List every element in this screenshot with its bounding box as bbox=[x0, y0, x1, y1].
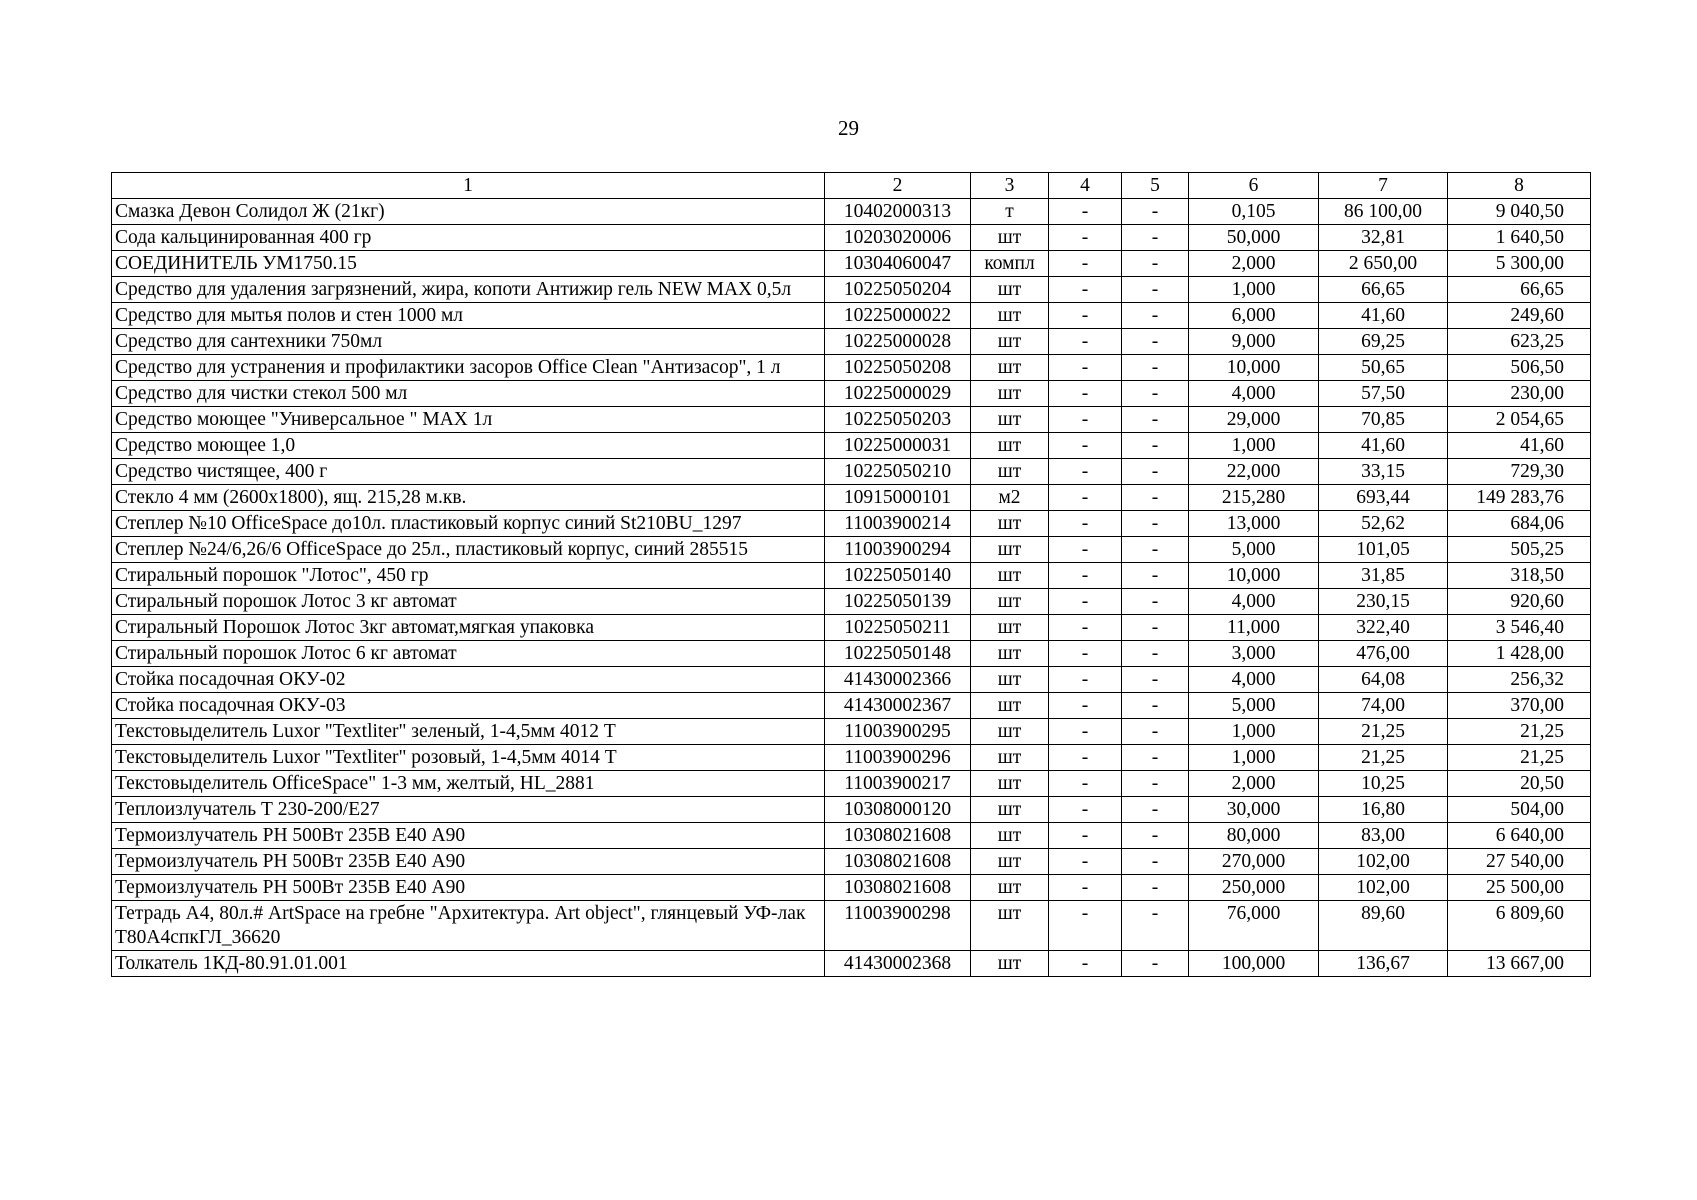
cell-amount: 623,25 bbox=[1448, 329, 1591, 355]
cell-item-code: 11003900217 bbox=[825, 771, 971, 797]
cell-quantity: 50,000 bbox=[1189, 225, 1319, 251]
cell-amount: 13 667,00 bbox=[1448, 951, 1591, 977]
table-row bbox=[112, 849, 1591, 875]
cell-unit: компл bbox=[971, 251, 1049, 277]
cell-unit: шт bbox=[971, 719, 1049, 745]
table-body bbox=[112, 199, 1591, 977]
cell-item-name: Смазка Девон Солидол Ж (21кг) bbox=[112, 199, 825, 225]
cell-item-code: 10225050211 bbox=[825, 615, 971, 641]
cell-col5: - bbox=[1122, 951, 1189, 977]
cell-quantity: 1,000 bbox=[1189, 719, 1319, 745]
column-header-8: 8 bbox=[1448, 173, 1591, 199]
cell-amount: 6 809,60 bbox=[1448, 901, 1591, 951]
cell-unit: шт bbox=[971, 433, 1049, 459]
cell-col5: - bbox=[1122, 719, 1189, 745]
table-row bbox=[112, 563, 1591, 589]
cell-col5: - bbox=[1122, 537, 1189, 563]
cell-quantity: 5,000 bbox=[1189, 693, 1319, 719]
cell-col4: - bbox=[1049, 745, 1122, 771]
cell-col4: - bbox=[1049, 589, 1122, 615]
cell-item-code: 10225000022 bbox=[825, 303, 971, 329]
cell-amount: 370,00 bbox=[1448, 693, 1591, 719]
cell-quantity: 1,000 bbox=[1189, 745, 1319, 771]
cell-col4: - bbox=[1049, 667, 1122, 693]
cell-quantity: 5,000 bbox=[1189, 537, 1319, 563]
cell-price: 31,85 bbox=[1319, 563, 1448, 589]
cell-amount: 149 283,76 bbox=[1448, 485, 1591, 511]
inventory-table bbox=[111, 172, 1591, 977]
table-row bbox=[112, 719, 1591, 745]
cell-col5: - bbox=[1122, 771, 1189, 797]
cell-item-name: Средство для чистки стекол 500 мл bbox=[112, 381, 825, 407]
table-row bbox=[112, 277, 1591, 303]
cell-unit: шт bbox=[971, 823, 1049, 849]
cell-item-name: Средство для сантехники 750мл bbox=[112, 329, 825, 355]
column-header-4: 4 bbox=[1049, 173, 1122, 199]
cell-item-name: СОЕДИНИТЕЛЬ УМ1750.15 bbox=[112, 251, 825, 277]
cell-col5: - bbox=[1122, 303, 1189, 329]
cell-unit: шт bbox=[971, 615, 1049, 641]
cell-item-name: Стекло 4 мм (2600х1800), ящ. 215,28 м.кв. bbox=[112, 485, 825, 511]
cell-col4: - bbox=[1049, 355, 1122, 381]
cell-col4: - bbox=[1049, 537, 1122, 563]
cell-amount: 1 428,00 bbox=[1448, 641, 1591, 667]
cell-item-name: Стиральный Порошок Лотос 3кг автомат,мягкая упаковка bbox=[112, 615, 825, 641]
header-row bbox=[112, 173, 1591, 199]
table-row bbox=[112, 537, 1591, 563]
cell-item-name: Средство чистящее, 400 г bbox=[112, 459, 825, 485]
cell-item-code: 41430002366 bbox=[825, 667, 971, 693]
cell-item-code: 10225050208 bbox=[825, 355, 971, 381]
column-header-6: 6 bbox=[1189, 173, 1319, 199]
cell-amount: 27 540,00 bbox=[1448, 849, 1591, 875]
cell-quantity: 29,000 bbox=[1189, 407, 1319, 433]
column-header-1: 1 bbox=[112, 173, 825, 199]
cell-quantity: 80,000 bbox=[1189, 823, 1319, 849]
table-row bbox=[112, 641, 1591, 667]
cell-item-code: 10308021608 bbox=[825, 823, 971, 849]
table-row bbox=[112, 225, 1591, 251]
cell-col5: - bbox=[1122, 797, 1189, 823]
cell-col4: - bbox=[1049, 277, 1122, 303]
cell-price: 89,60 bbox=[1319, 901, 1448, 951]
cell-unit: шт bbox=[971, 407, 1049, 433]
cell-col4: - bbox=[1049, 199, 1122, 225]
cell-unit: т bbox=[971, 199, 1049, 225]
cell-col4: - bbox=[1049, 407, 1122, 433]
table-row bbox=[112, 823, 1591, 849]
cell-quantity: 9,000 bbox=[1189, 329, 1319, 355]
cell-col4: - bbox=[1049, 433, 1122, 459]
cell-item-name: Тетрадь А4, 80л.# ArtSpace на гребне "Архитектура. Art object", глянцевый УФ-лак Т80А4спкГЛ_36620 bbox=[112, 901, 825, 951]
cell-price: 21,25 bbox=[1319, 719, 1448, 745]
cell-item-code: 10225050210 bbox=[825, 459, 971, 485]
cell-col4: - bbox=[1049, 251, 1122, 277]
cell-amount: 920,60 bbox=[1448, 589, 1591, 615]
cell-price: 64,08 bbox=[1319, 667, 1448, 693]
cell-price: 50,65 bbox=[1319, 355, 1448, 381]
cell-price: 83,00 bbox=[1319, 823, 1448, 849]
column-header-3: 3 bbox=[971, 173, 1049, 199]
table-row bbox=[112, 875, 1591, 901]
cell-price: 102,00 bbox=[1319, 849, 1448, 875]
table-row bbox=[112, 381, 1591, 407]
cell-unit: шт bbox=[971, 667, 1049, 693]
cell-col4: - bbox=[1049, 459, 1122, 485]
table-row bbox=[112, 951, 1591, 977]
cell-unit: шт bbox=[971, 225, 1049, 251]
cell-item-name: Стиральный порошок "Лотос", 450 гр bbox=[112, 563, 825, 589]
table-row bbox=[112, 797, 1591, 823]
cell-item-name: Сода кальцинированная 400 гр bbox=[112, 225, 825, 251]
cell-quantity: 3,000 bbox=[1189, 641, 1319, 667]
cell-amount: 506,50 bbox=[1448, 355, 1591, 381]
cell-quantity: 215,280 bbox=[1189, 485, 1319, 511]
cell-quantity: 4,000 bbox=[1189, 667, 1319, 693]
cell-item-name: Стойка посадочная ОКУ-03 bbox=[112, 693, 825, 719]
cell-amount: 249,60 bbox=[1448, 303, 1591, 329]
column-header-2: 2 bbox=[825, 173, 971, 199]
cell-price: 101,05 bbox=[1319, 537, 1448, 563]
table-row bbox=[112, 589, 1591, 615]
cell-quantity: 2,000 bbox=[1189, 771, 1319, 797]
cell-amount: 684,06 bbox=[1448, 511, 1591, 537]
cell-col5: - bbox=[1122, 407, 1189, 433]
cell-col4: - bbox=[1049, 849, 1122, 875]
cell-unit: шт bbox=[971, 771, 1049, 797]
cell-item-name: Текстовыделитель Luxor "Textliter" зеленый, 1-4,5мм 4012 T bbox=[112, 719, 825, 745]
cell-col5: - bbox=[1122, 381, 1189, 407]
cell-unit: шт bbox=[971, 459, 1049, 485]
cell-unit: шт bbox=[971, 277, 1049, 303]
cell-item-code: 10225000028 bbox=[825, 329, 971, 355]
cell-price: 230,15 bbox=[1319, 589, 1448, 615]
cell-quantity: 4,000 bbox=[1189, 589, 1319, 615]
cell-quantity: 270,000 bbox=[1189, 849, 1319, 875]
cell-price: 69,25 bbox=[1319, 329, 1448, 355]
cell-price: 57,50 bbox=[1319, 381, 1448, 407]
table-row bbox=[112, 745, 1591, 771]
cell-item-name: Стиральный порошок Лотос 6 кг автомат bbox=[112, 641, 825, 667]
cell-price: 136,67 bbox=[1319, 951, 1448, 977]
cell-item-code: 11003900214 bbox=[825, 511, 971, 537]
cell-price: 476,00 bbox=[1319, 641, 1448, 667]
cell-item-code: 10225000029 bbox=[825, 381, 971, 407]
cell-col5: - bbox=[1122, 901, 1189, 951]
cell-col5: - bbox=[1122, 329, 1189, 355]
table-row bbox=[112, 693, 1591, 719]
table-row bbox=[112, 303, 1591, 329]
table-row bbox=[112, 251, 1591, 277]
cell-quantity: 4,000 bbox=[1189, 381, 1319, 407]
cell-col4: - bbox=[1049, 615, 1122, 641]
table-row bbox=[112, 485, 1591, 511]
cell-item-code: 41430002367 bbox=[825, 693, 971, 719]
cell-item-code: 11003900294 bbox=[825, 537, 971, 563]
cell-item-code: 10225050139 bbox=[825, 589, 971, 615]
cell-item-name: Термоизлучатель РН 500Вт 235В Е40 А90 bbox=[112, 823, 825, 849]
cell-item-code: 10308021608 bbox=[825, 875, 971, 901]
cell-price: 322,40 bbox=[1319, 615, 1448, 641]
cell-amount: 21,25 bbox=[1448, 745, 1591, 771]
cell-quantity: 10,000 bbox=[1189, 355, 1319, 381]
cell-amount: 318,50 bbox=[1448, 563, 1591, 589]
cell-item-name: Степлер №10 OfficeSpace до10л. пластиковый корпус синий St210BU_1297 bbox=[112, 511, 825, 537]
cell-unit: шт bbox=[971, 797, 1049, 823]
cell-col4: - bbox=[1049, 693, 1122, 719]
cell-price: 52,62 bbox=[1319, 511, 1448, 537]
cell-col5: - bbox=[1122, 251, 1189, 277]
cell-price: 21,25 bbox=[1319, 745, 1448, 771]
column-header-5: 5 bbox=[1122, 173, 1189, 199]
cell-col4: - bbox=[1049, 303, 1122, 329]
cell-unit: шт bbox=[971, 381, 1049, 407]
cell-price: 16,80 bbox=[1319, 797, 1448, 823]
cell-item-name: Средство для мытья полов и стен 1000 мл bbox=[112, 303, 825, 329]
cell-item-name: Текстовыделитель OfficeSpace" 1-3 мм, желтый, HL_2881 bbox=[112, 771, 825, 797]
cell-col5: - bbox=[1122, 641, 1189, 667]
cell-unit: шт bbox=[971, 303, 1049, 329]
cell-item-name: Теплоизлучатель Т 230-200/Е27 bbox=[112, 797, 825, 823]
cell-item-code: 11003900296 bbox=[825, 745, 971, 771]
cell-col4: - bbox=[1049, 797, 1122, 823]
cell-col5: - bbox=[1122, 693, 1189, 719]
cell-item-code: 10304060047 bbox=[825, 251, 971, 277]
table-row bbox=[112, 901, 1591, 951]
table-row bbox=[112, 355, 1591, 381]
cell-quantity: 250,000 bbox=[1189, 875, 1319, 901]
cell-quantity: 6,000 bbox=[1189, 303, 1319, 329]
cell-quantity: 10,000 bbox=[1189, 563, 1319, 589]
cell-amount: 25 500,00 bbox=[1448, 875, 1591, 901]
cell-amount: 5 300,00 bbox=[1448, 251, 1591, 277]
cell-col5: - bbox=[1122, 485, 1189, 511]
cell-unit: м2 bbox=[971, 485, 1049, 511]
table-row bbox=[112, 667, 1591, 693]
cell-quantity: 0,105 bbox=[1189, 199, 1319, 225]
cell-col4: - bbox=[1049, 901, 1122, 951]
cell-price: 86 100,00 bbox=[1319, 199, 1448, 225]
cell-unit: шт bbox=[971, 329, 1049, 355]
cell-col5: - bbox=[1122, 277, 1189, 303]
cell-col5: - bbox=[1122, 459, 1189, 485]
cell-item-code: 10308021608 bbox=[825, 849, 971, 875]
cell-price: 66,65 bbox=[1319, 277, 1448, 303]
cell-col5: - bbox=[1122, 355, 1189, 381]
cell-quantity: 13,000 bbox=[1189, 511, 1319, 537]
cell-col4: - bbox=[1049, 641, 1122, 667]
table-row bbox=[112, 615, 1591, 641]
cell-unit: шт bbox=[971, 901, 1049, 951]
cell-unit: шт bbox=[971, 875, 1049, 901]
cell-col5: - bbox=[1122, 615, 1189, 641]
cell-item-name: Стойка посадочная ОКУ-02 bbox=[112, 667, 825, 693]
cell-unit: шт bbox=[971, 745, 1049, 771]
cell-col5: - bbox=[1122, 433, 1189, 459]
cell-col4: - bbox=[1049, 563, 1122, 589]
cell-amount: 2 054,65 bbox=[1448, 407, 1591, 433]
cell-unit: шт bbox=[971, 537, 1049, 563]
page-number: 29 bbox=[838, 116, 859, 140]
cell-item-name: Термоизлучатель РН 500Вт 235В Е40 А90 bbox=[112, 849, 825, 875]
cell-item-code: 10915000101 bbox=[825, 485, 971, 511]
cell-amount: 230,00 bbox=[1448, 381, 1591, 407]
cell-col4: - bbox=[1049, 485, 1122, 511]
cell-item-code: 10225050148 bbox=[825, 641, 971, 667]
cell-unit: шт bbox=[971, 693, 1049, 719]
cell-unit: шт bbox=[971, 563, 1049, 589]
cell-price: 693,44 bbox=[1319, 485, 1448, 511]
cell-col5: - bbox=[1122, 745, 1189, 771]
table-row bbox=[112, 433, 1591, 459]
cell-col4: - bbox=[1049, 381, 1122, 407]
cell-col4: - bbox=[1049, 511, 1122, 537]
table-row bbox=[112, 407, 1591, 433]
cell-price: 41,60 bbox=[1319, 433, 1448, 459]
cell-amount: 504,00 bbox=[1448, 797, 1591, 823]
cell-item-name: Текстовыделитель Luxor "Textliter" розовый, 1-4,5мм 4014 T bbox=[112, 745, 825, 771]
cell-quantity: 30,000 bbox=[1189, 797, 1319, 823]
cell-amount: 505,25 bbox=[1448, 537, 1591, 563]
cell-item-code: 41430002368 bbox=[825, 951, 971, 977]
cell-item-code: 10203020006 bbox=[825, 225, 971, 251]
cell-col5: - bbox=[1122, 225, 1189, 251]
cell-item-name: Средство для удаления загрязнений, жира, копоти Антижир гель NEW MAX 0,5л bbox=[112, 277, 825, 303]
cell-quantity: 100,000 bbox=[1189, 951, 1319, 977]
cell-col5: - bbox=[1122, 511, 1189, 537]
cell-unit: шт bbox=[971, 589, 1049, 615]
table-row bbox=[112, 329, 1591, 355]
cell-price: 70,85 bbox=[1319, 407, 1448, 433]
column-header-7: 7 bbox=[1319, 173, 1448, 199]
cell-unit: шт bbox=[971, 641, 1049, 667]
cell-amount: 3 546,40 bbox=[1448, 615, 1591, 641]
cell-item-code: 11003900295 bbox=[825, 719, 971, 745]
cell-amount: 20,50 bbox=[1448, 771, 1591, 797]
cell-amount: 9 040,50 bbox=[1448, 199, 1591, 225]
cell-item-name: Толкатель 1КД-80.91.01.001 bbox=[112, 951, 825, 977]
cell-quantity: 1,000 bbox=[1189, 277, 1319, 303]
cell-item-name: Степлер №24/6,26/6 OfficeSpace до 25л., пластиковый корпус, синий 285515 bbox=[112, 537, 825, 563]
cell-item-code: 10402000313 bbox=[825, 199, 971, 225]
cell-price: 41,60 bbox=[1319, 303, 1448, 329]
cell-item-code: 10225050204 bbox=[825, 277, 971, 303]
cell-unit: шт bbox=[971, 511, 1049, 537]
cell-item-name: Средство для устранения и профилактики засоров Office Clean "Антизасор", 1 л bbox=[112, 355, 825, 381]
cell-amount: 6 640,00 bbox=[1448, 823, 1591, 849]
cell-quantity: 1,000 bbox=[1189, 433, 1319, 459]
cell-col5: - bbox=[1122, 849, 1189, 875]
cell-item-name: Термоизлучатель РН 500Вт 235В Е40 А90 bbox=[112, 875, 825, 901]
cell-price: 74,00 bbox=[1319, 693, 1448, 719]
cell-item-code: 10308000120 bbox=[825, 797, 971, 823]
cell-col5: - bbox=[1122, 667, 1189, 693]
cell-col5: - bbox=[1122, 875, 1189, 901]
cell-unit: шт bbox=[971, 951, 1049, 977]
cell-col4: - bbox=[1049, 951, 1122, 977]
cell-col4: - bbox=[1049, 823, 1122, 849]
cell-amount: 1 640,50 bbox=[1448, 225, 1591, 251]
cell-unit: шт bbox=[971, 849, 1049, 875]
cell-amount: 729,30 bbox=[1448, 459, 1591, 485]
cell-unit: шт bbox=[971, 355, 1049, 381]
cell-item-name: Средство моющее "Универсальное " MAX 1л bbox=[112, 407, 825, 433]
table-row bbox=[112, 199, 1591, 225]
table-row bbox=[112, 771, 1591, 797]
cell-item-code: 11003900298 bbox=[825, 901, 971, 951]
cell-amount: 66,65 bbox=[1448, 277, 1591, 303]
cell-price: 102,00 bbox=[1319, 875, 1448, 901]
cell-price: 10,25 bbox=[1319, 771, 1448, 797]
cell-col4: - bbox=[1049, 875, 1122, 901]
cell-amount: 41,60 bbox=[1448, 433, 1591, 459]
cell-quantity: 2,000 bbox=[1189, 251, 1319, 277]
table-row bbox=[112, 511, 1591, 537]
cell-quantity: 11,000 bbox=[1189, 615, 1319, 641]
cell-col4: - bbox=[1049, 225, 1122, 251]
cell-price: 2 650,00 bbox=[1319, 251, 1448, 277]
cell-col5: - bbox=[1122, 823, 1189, 849]
cell-quantity: 76,000 bbox=[1189, 901, 1319, 951]
cell-item-code: 10225000031 bbox=[825, 433, 971, 459]
cell-price: 33,15 bbox=[1319, 459, 1448, 485]
cell-col4: - bbox=[1049, 719, 1122, 745]
cell-col4: - bbox=[1049, 329, 1122, 355]
cell-item-name: Средство моющее 1,0 bbox=[112, 433, 825, 459]
table-row bbox=[112, 459, 1591, 485]
cell-col5: - bbox=[1122, 589, 1189, 615]
cell-col5: - bbox=[1122, 199, 1189, 225]
cell-item-code: 10225050140 bbox=[825, 563, 971, 589]
cell-col5: - bbox=[1122, 563, 1189, 589]
cell-amount: 21,25 bbox=[1448, 719, 1591, 745]
cell-amount: 256,32 bbox=[1448, 667, 1591, 693]
cell-item-code: 10225050203 bbox=[825, 407, 971, 433]
cell-price: 32,81 bbox=[1319, 225, 1448, 251]
cell-item-name: Стиральный порошок Лотос 3 кг автомат bbox=[112, 589, 825, 615]
cell-quantity: 22,000 bbox=[1189, 459, 1319, 485]
cell-col4: - bbox=[1049, 771, 1122, 797]
